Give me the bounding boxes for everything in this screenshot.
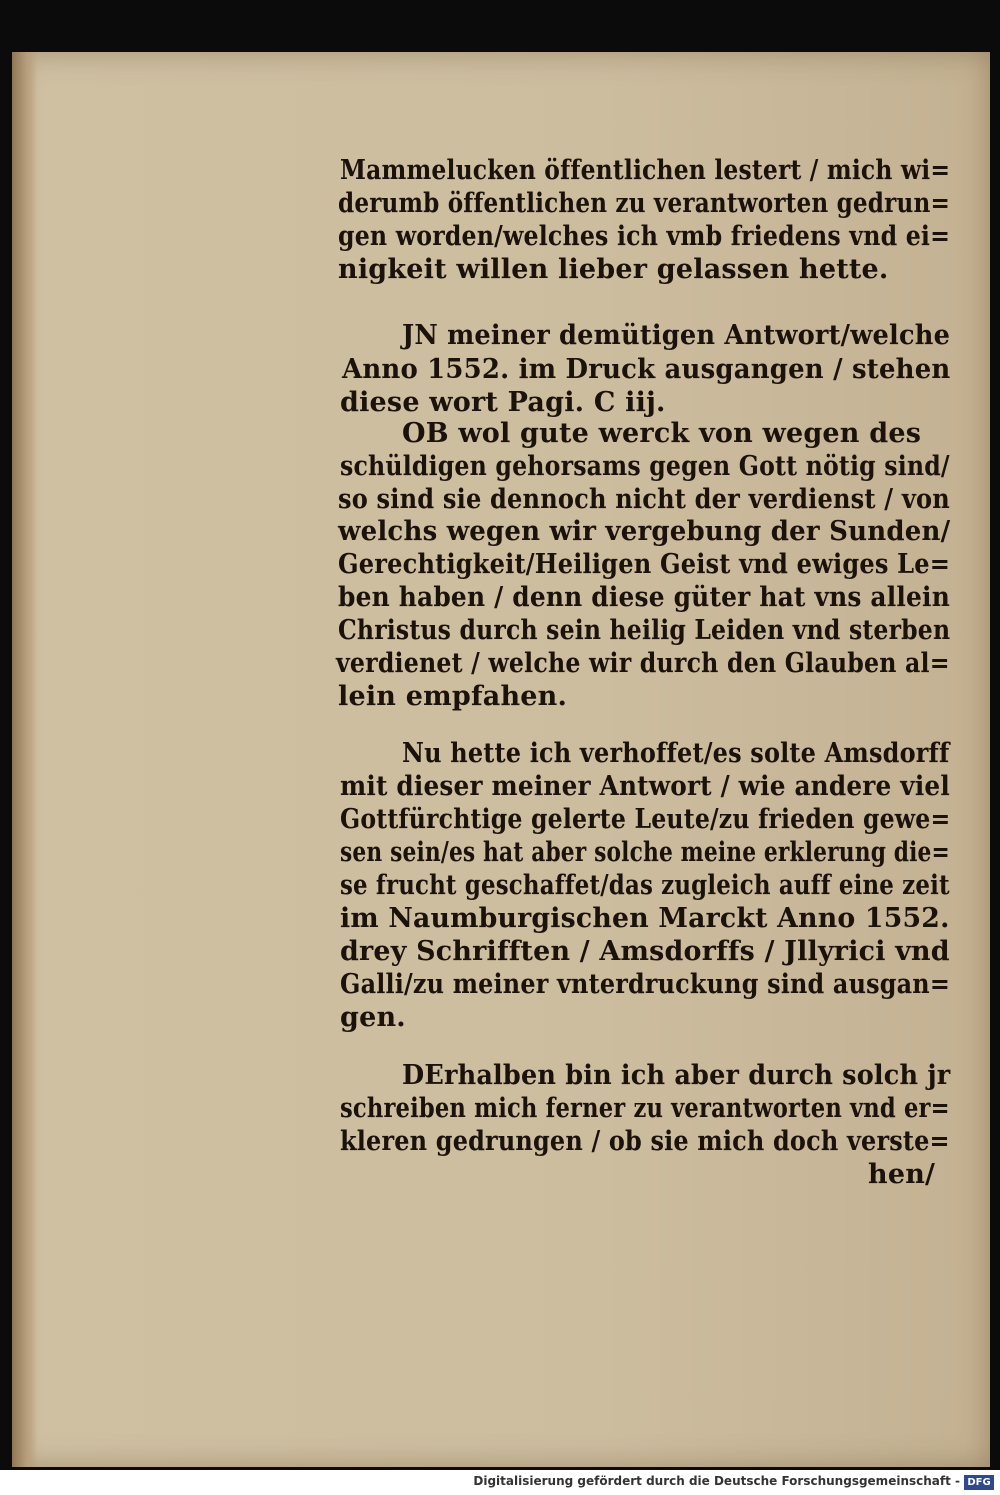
page-gutter [12,52,38,1467]
footer-bar [0,1470,1000,1495]
text-line: ben haben / denn diese güter hat vns allein [338,582,950,613]
text-line: drey Schrifften / Amsdorffs / Jllyrici vnd [340,936,950,967]
text-line: DErhalben bin ich aber durch solch jr [402,1060,951,1091]
text-line: gen. [340,1002,406,1033]
text-line: OB wol gute werck von wegen des [402,418,922,449]
text-line: JN meiner demütigen Antwort/welche [402,320,951,351]
text-line: Christus durch sein heilig Leiden vnd sterben [338,615,951,646]
text-line: Mammelucken öffentlichen lestert / mich wi= [340,155,951,186]
text-line: derumb öffentlichen zu verantworten gedrun= [338,188,950,219]
catchword: hen/ [868,1159,936,1190]
text-line: diese wort Pagi. C iij. [340,387,666,418]
text-line: Anno 1552. im Druck ausgangen / stehen [342,354,951,385]
text-line: se frucht geschaffet/das zugleich auff eine zeit [340,870,950,901]
text-line: im Naumburgischen Marckt Anno 1552. [340,903,950,934]
text-line: Gottfürchtige gelerte Leute/zu frieden gewe= [340,804,951,835]
text-line: kleren gedrungen / ob sie mich doch verste= [340,1126,950,1157]
text-line: lein empfahen. [338,681,568,712]
text-line: sen sein/es hat aber solche meine erklerung die= [340,837,950,868]
text-line: welchs wegen wir vergebung der Sunden/ [338,516,951,547]
text-line: nigkeit willen lieber gelassen hette. [338,254,889,285]
text-line: gen worden/welches ich vmb friedens vnd ei= [338,221,951,252]
text-line: Nu hette ich verhoffet/es solte Amsdorff [402,738,950,769]
text-line: Galli/zu meiner vnterdruckung sind ausgan= [340,969,951,1000]
text-line: verdienet / welche wir durch den Glauben al= [336,648,950,679]
text-line: Gerechtigkeit/Heiligen Geist vnd ewiges Le= [338,549,951,580]
dfg-logo: DFG [964,1475,994,1490]
text-line: schreiben mich ferner zu verantworten vnd er= [340,1093,950,1124]
funding-credit: Digitalisierung gefördert durch die Deutsche Forschungsgemeinschaft - [473,1474,960,1488]
text-line: mit dieser meiner Antwort / wie andere viel [340,771,950,802]
text-line: schüldigen gehorsams gegen Gott nötig sind/ [340,451,950,482]
text-line: so sind sie dennoch nicht der verdienst / von [338,484,950,515]
